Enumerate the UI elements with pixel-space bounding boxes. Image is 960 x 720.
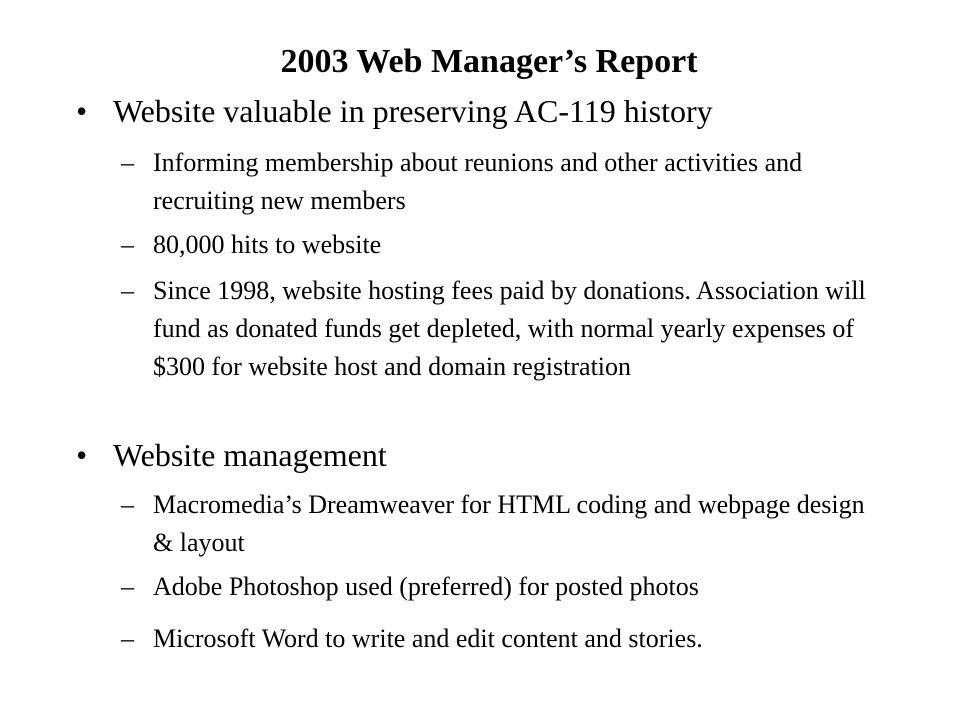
sub-bullet-text: Macromedia’s Dreamweaver for HTML coding and webpage design & layout: [153, 490, 865, 557]
sub-bullet-text: Since 1998, website hosting fees paid by donations. Association will fund as donated funds get depleted, with normal yearly expenses of $300 for website host and domain registration: [153, 276, 866, 381]
bullet-text: Website valuable in preserving AC-119 history: [113, 93, 713, 129]
sub-bullet-text: 80,000 hits to website: [153, 230, 382, 259]
bullet-text: Website management: [113, 437, 387, 473]
sub-bullet-marker: –: [121, 490, 134, 519]
sub-bullet-marker: –: [121, 624, 134, 653]
sub-bullet-marker: –: [121, 276, 134, 305]
bullet-marker: •: [76, 93, 88, 129]
sub-bullet-marker: –: [121, 230, 134, 259]
sub-bullet-text: Informing membership about reunions and other activities and recruiting new members: [153, 148, 803, 215]
sub-bullet-text: Microsoft Word to write and edit content and stories.: [153, 624, 703, 653]
bullet-marker: •: [76, 437, 88, 473]
sub-bullet-text: Adobe Photoshop used (preferred) for posted photos: [153, 572, 699, 601]
sub-bullet-marker: –: [121, 572, 134, 601]
sub-bullet-marker: –: [121, 148, 134, 177]
slide-title: 2003 Web Manager’s Report: [280, 43, 698, 80]
